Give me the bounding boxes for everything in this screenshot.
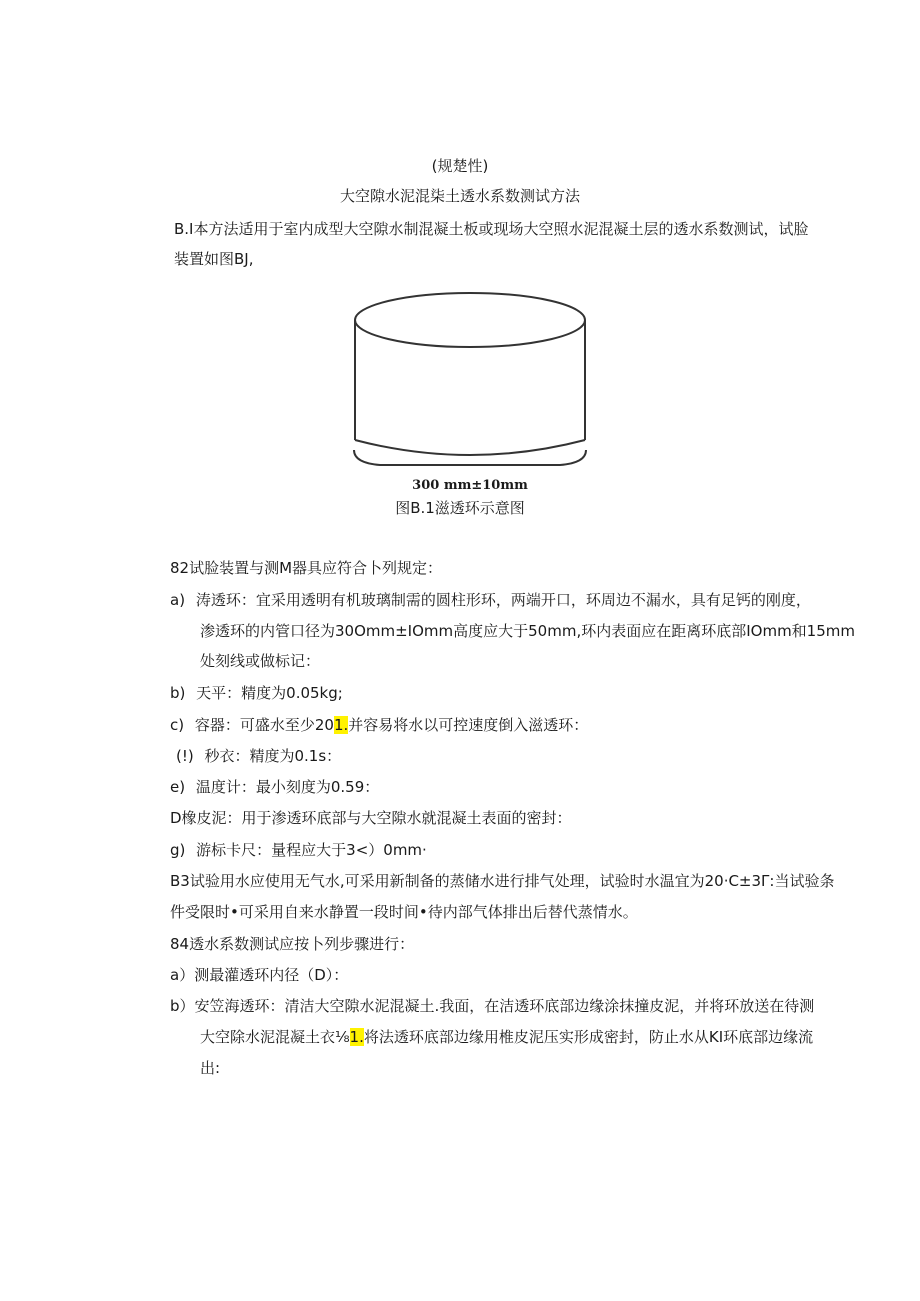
item-marker: c) — [170, 716, 185, 734]
ring-top-ellipse — [355, 293, 585, 347]
item-text: 秒衣：精度为0.1s： — [204, 747, 342, 765]
dimension-bracket — [354, 450, 586, 465]
item-text: 天平：精度为0.05kg; — [196, 684, 343, 702]
list-item-c — [170, 715, 588, 735]
item-text-after: 并容易将水以可控速度倒入滋透环： — [348, 716, 589, 734]
list-item-b — [170, 683, 343, 703]
section-b4-item-a: a）测最灌透环内径（D）： — [170, 966, 349, 984]
list-item-d — [176, 746, 341, 766]
item-text: 温度计：最小刻度为0.59： — [195, 778, 380, 796]
section-b4-item-b-line-2 — [200, 1027, 813, 1047]
item-marker: b) — [170, 684, 186, 702]
item-text: 游标卡尺：量程应大于3<）0mm· — [196, 841, 427, 859]
intro-line-2: 装置如图BJ, — [174, 250, 254, 268]
figure-caption: 图B.1滋透环示意图 — [395, 499, 525, 517]
highlighted-text: 1. — [349, 1028, 364, 1046]
ring-bottom-edge — [355, 440, 585, 455]
text-before: 大空除水泥混凝土衣⅛ — [200, 1028, 350, 1046]
document-subtitle: (规楚性) — [431, 157, 489, 175]
list-item-f: D橡皮泥：用于渗透环底部与大空隙水就混凝土表面的密封： — [170, 809, 572, 827]
list-item-a-cont-1: 渗透环的内管口径为30Omm±IOmm高度应大于50mm,环内表面应在距离环底部IOmm和15mm — [200, 622, 855, 640]
intro-line-1: B.I本方法适用于室内成型大空隙水制混凝土板或现场大空照水泥混凝土层的透水系数测试，试脸 — [174, 220, 809, 238]
item-marker: a) — [170, 591, 186, 609]
item-marker: e) — [170, 778, 186, 796]
list-item-e — [170, 777, 379, 797]
item-text-before: 容器：可盛水至少20 — [194, 716, 334, 734]
list-item-g — [170, 840, 427, 860]
section-b3-line-2: 件受限时•可采用自来水静置一段时间•待内部气体排出后替代蒸情水。 — [170, 903, 638, 921]
highlighted-text: 1. — [333, 716, 349, 734]
section-b4-item-b-line-1: b）安笠海透环：清洁大空隙水泥混凝土.我面，在洁透环底部边缘涂抹撞皮泥，并将环放送在待测 — [170, 997, 815, 1015]
list-item-a-cont-2: 处刻线或做标记： — [200, 652, 321, 670]
dimension-label: 300 mm±10mm — [412, 478, 528, 493]
section-b2-heading: 82试脸装置与测M器具应符合卜列规定： — [170, 559, 443, 577]
text-after: 将法透环底部边缘用椎皮泥压实形成密封，防止水从KI环底部边缘流 — [363, 1028, 814, 1046]
document-title: 大空隙水泥混柒土透水系数测试方法 — [339, 187, 580, 205]
seepage-ring-diagram — [340, 285, 600, 475]
item-marker: (!) — [176, 747, 194, 765]
item-text: 涛透环：宜采用透明有机玻璃制需的圆柱形环，两端开口，环周边不漏水，具有足钙的刚度， — [195, 591, 811, 609]
section-b4-heading: 84透水系数测试应按卜列步骤进行： — [170, 935, 415, 953]
section-b4-item-b-line-3: 出: — [200, 1059, 221, 1077]
list-item-a — [170, 590, 811, 610]
item-marker: g) — [170, 841, 186, 859]
section-b3-line-1: B3试验用水应使用无气水,可采用新制备的蒸储水进行排气处理，试验时水温宜为20·C±3Γ:当试验条 — [170, 872, 835, 890]
